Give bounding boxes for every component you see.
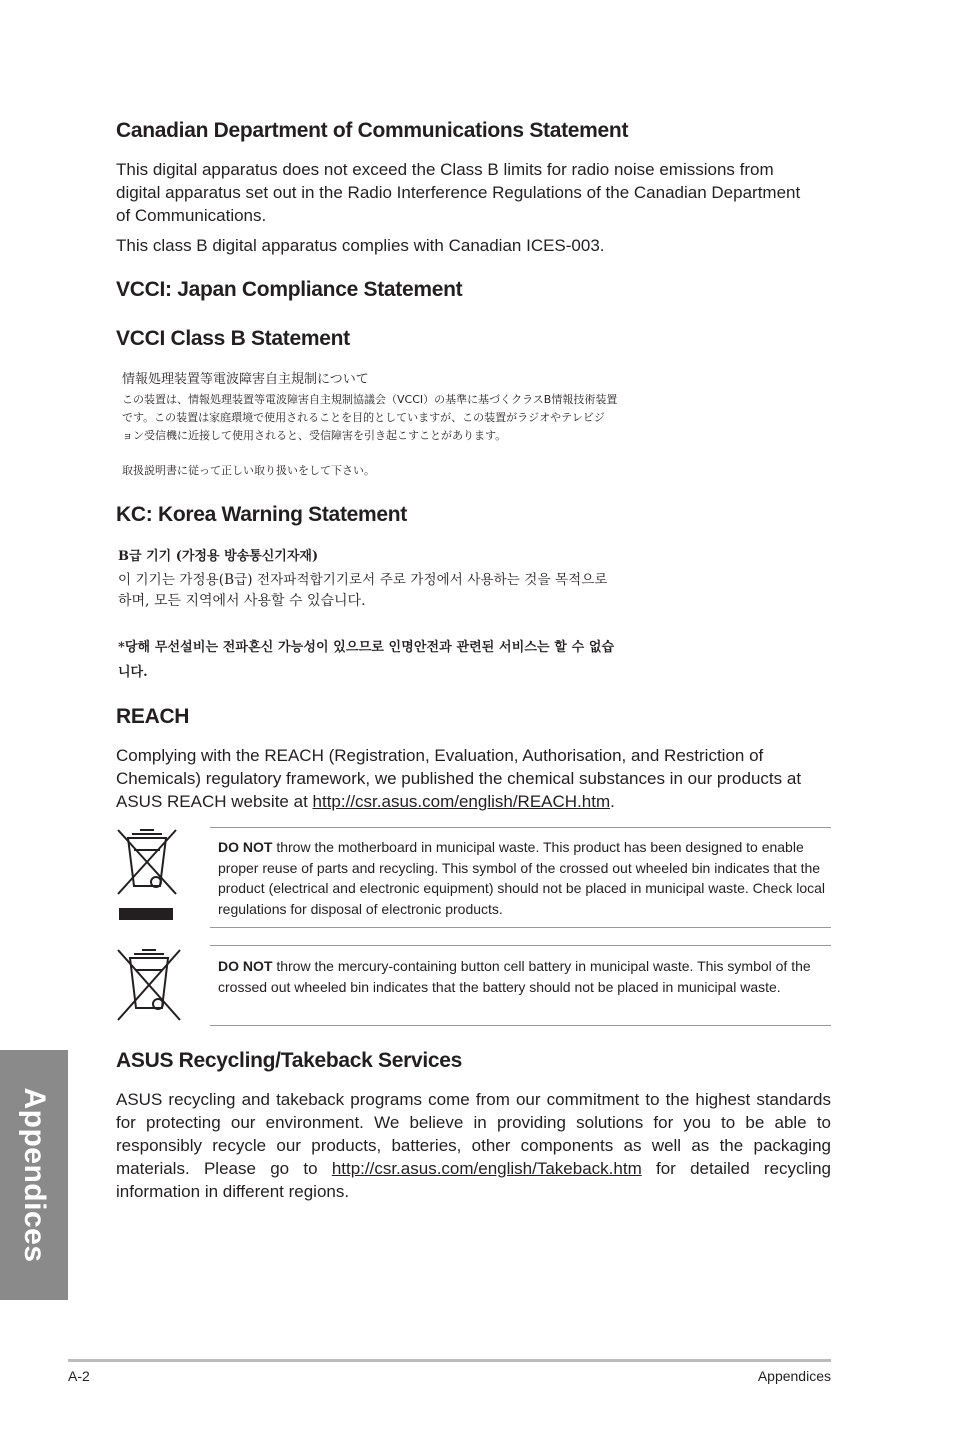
reach-text-end: . bbox=[610, 792, 615, 811]
kc-korean-line-4: *당해 무선설비는 전파혼신 가능성이 있으므로 인명안전과 관련된 서비스는 할 수 없습 bbox=[118, 640, 615, 655]
note-2-text bbox=[218, 956, 828, 997]
note-1-top-rule bbox=[210, 827, 831, 828]
recycling-link[interactable]: http://csr.asus.com/english/Takeback.htm bbox=[331, 1159, 642, 1178]
crossed-out-wheeled-bin-icon bbox=[114, 826, 180, 922]
reach-heading: REACH bbox=[116, 705, 190, 728]
note-1-body: throw the motherboard in municipal waste. This product has been designed to enable proper reuse of parts and recycling. This symbol of the crossed out wheeled bin indicates that the product (electrical and electronic equipment) should not be placed in municipal waste. Check local regulations for disposal of electronic products. bbox=[218, 839, 825, 917]
vcci-japanese-line-2: この装置は、情報処理装置等電波障害自主規制協議会（VCCI）の基準に基づくクラスB情報技術装置 bbox=[122, 393, 618, 406]
note-2-bold: DO NOT bbox=[218, 958, 273, 974]
note-2-top-rule bbox=[210, 945, 831, 946]
reach-paragraph bbox=[116, 744, 816, 813]
note-1-text bbox=[218, 837, 828, 919]
footer-section-name: Appendices bbox=[757, 1368, 831, 1384]
recycling-text: ASUS recycling and takeback programs come from our commitment to the highest standards for protecting our environment. We believe in providing solutions for you to be able to responsibly recycle our products, batteries, other components as well as the packaging materials. Please go to bbox=[116, 1090, 831, 1178]
vcci-japanese-line-5: 取扱説明書に従って正しい取り扱いをして下さい。 bbox=[122, 464, 375, 477]
recycling-text-end: for detailed recycling information in different regions. bbox=[116, 1159, 831, 1201]
appendices-side-tab bbox=[0, 1050, 68, 1300]
vcci-japanese-line-4: ョン受信機に近接して使用されると、受信障害を引き起こすことがあります。 bbox=[122, 429, 507, 442]
vcci-class-b-heading: VCCI Class B Statement bbox=[116, 327, 350, 350]
footer-page-number: A-2 bbox=[68, 1368, 90, 1384]
kc-korean-line-5: 니다. bbox=[118, 665, 148, 680]
note-2-body: throw the mercury-containing button cell battery in municipal waste. This symbol of the crossed out wheeled bin indicates that the battery should not be placed in municipal waste. bbox=[218, 958, 811, 995]
canadian-paragraph-2: This class B digital apparatus complies with Canadian ICES-003. bbox=[116, 236, 605, 255]
kc-korean-line-2: 이 기기는 가정용(B급) 전자파적합기기로서 주로 가정에서 사용하는 것을 목적으로 bbox=[118, 572, 608, 588]
note-1-bold: DO NOT bbox=[218, 839, 273, 855]
recycling-paragraph bbox=[116, 1088, 831, 1203]
crossed-out-wheeled-bin-battery-icon bbox=[114, 946, 184, 1024]
footer-rule bbox=[68, 1359, 831, 1362]
kc-korean-line-3: 하며, 모든 지역에서 사용할 수 있습니다. bbox=[118, 593, 366, 609]
kc-heading: KC: Korea Warning Statement bbox=[116, 503, 407, 526]
kc-korean-line-1: B급 기기 (가정용 방송통신기자재) bbox=[118, 549, 319, 564]
vcci-japanese-line-3: です。この装置は家庭環境で使用されることを目的としていますが、この装置がラジオやテレビジ bbox=[122, 411, 605, 424]
note-2-bottom-rule bbox=[210, 1025, 831, 1026]
canadian-heading: Canadian Department of Communications Statement bbox=[116, 119, 629, 142]
reach-link[interactable]: http://csr.asus.com/english/REACH.htm bbox=[312, 792, 611, 811]
canadian-paragraph-1: This digital apparatus does not exceed the Class B limits for radio noise emissions from digital apparatus set out in the Radio Interference Regulations of the Canadian Department of Communications. bbox=[116, 160, 801, 225]
vcci-japanese-line-1: 情報処理装置等電波障害自主規制について bbox=[122, 372, 369, 387]
recycling-heading: ASUS Recycling/Takeback Services bbox=[116, 1049, 463, 1072]
reach-text: Complying with the REACH (Registration, Evaluation, Authorisation, and Restriction of Chemicals) regulatory framework, we published the chemical substances in our products at ASUS REACH website at bbox=[116, 746, 802, 811]
vcci-heading: VCCI: Japan Compliance Statement bbox=[116, 278, 463, 301]
note-1-bottom-rule bbox=[210, 927, 831, 928]
side-tab-label: Appendices bbox=[18, 1087, 51, 1263]
